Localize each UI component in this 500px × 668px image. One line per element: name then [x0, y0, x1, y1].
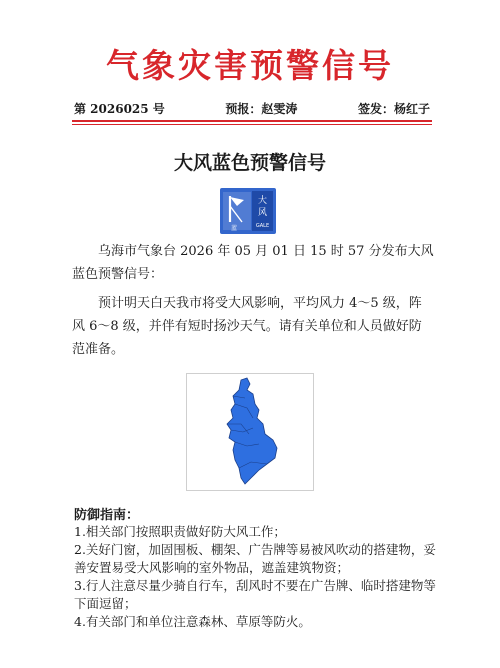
guide-heading: 防御指南：	[74, 508, 140, 523]
warning-title: 大风蓝色预警信号	[173, 152, 326, 174]
guide-item-3: 3.行人注意尽量少骑自行车，刮风时不要在广告牌、临时搭建物等下面逗留；	[74, 578, 436, 611]
issuer: 签发：杨红子	[357, 102, 430, 116]
forecast-paragraph: 预计明天白天我市将受大风影响，平均风力 4～5 级，阵风 6～8 级，并伴有短时扬沙天气。请有关单位和人员做好防范准备。	[72, 296, 422, 357]
issue-paragraph: 乌海市气象台 2026 年 05 月 01 日 15 时 57 分发布大风蓝色预警信号：	[72, 244, 434, 282]
masthead-title: 气象灾害预警信号	[106, 46, 394, 85]
region-map	[186, 373, 314, 491]
wuhai-region-map-icon	[187, 374, 313, 490]
header-divider-bottom	[72, 124, 432, 125]
guide-item-4: 4.有关部门和单位注意森林、草原等防火。	[74, 614, 311, 629]
header-divider-top	[72, 120, 432, 122]
issue-number: 第 2026025 号	[74, 102, 165, 116]
gale-blue-signal-icon	[220, 188, 276, 234]
signal-english-label: GALE	[255, 223, 270, 229]
guide-item-2: 2.关好门窗，加固围板、棚架、广告牌等易被风吹动的搭建物，妥善安置易受大风影响的室外物品，遮盖建筑物资；	[74, 542, 436, 575]
issue-info-row	[74, 100, 430, 117]
guide-item-1: 1.相关部门按照职责做好防大风工作；	[74, 524, 286, 539]
guide-list	[74, 523, 436, 631]
wind-flag-icon	[220, 188, 276, 234]
signal-char-top: 大	[257, 196, 268, 206]
signal-level-char: 蓝	[230, 225, 238, 232]
forecaster: 预报：赵雯涛	[225, 102, 298, 116]
signal-char-bottom: 风	[257, 208, 268, 218]
